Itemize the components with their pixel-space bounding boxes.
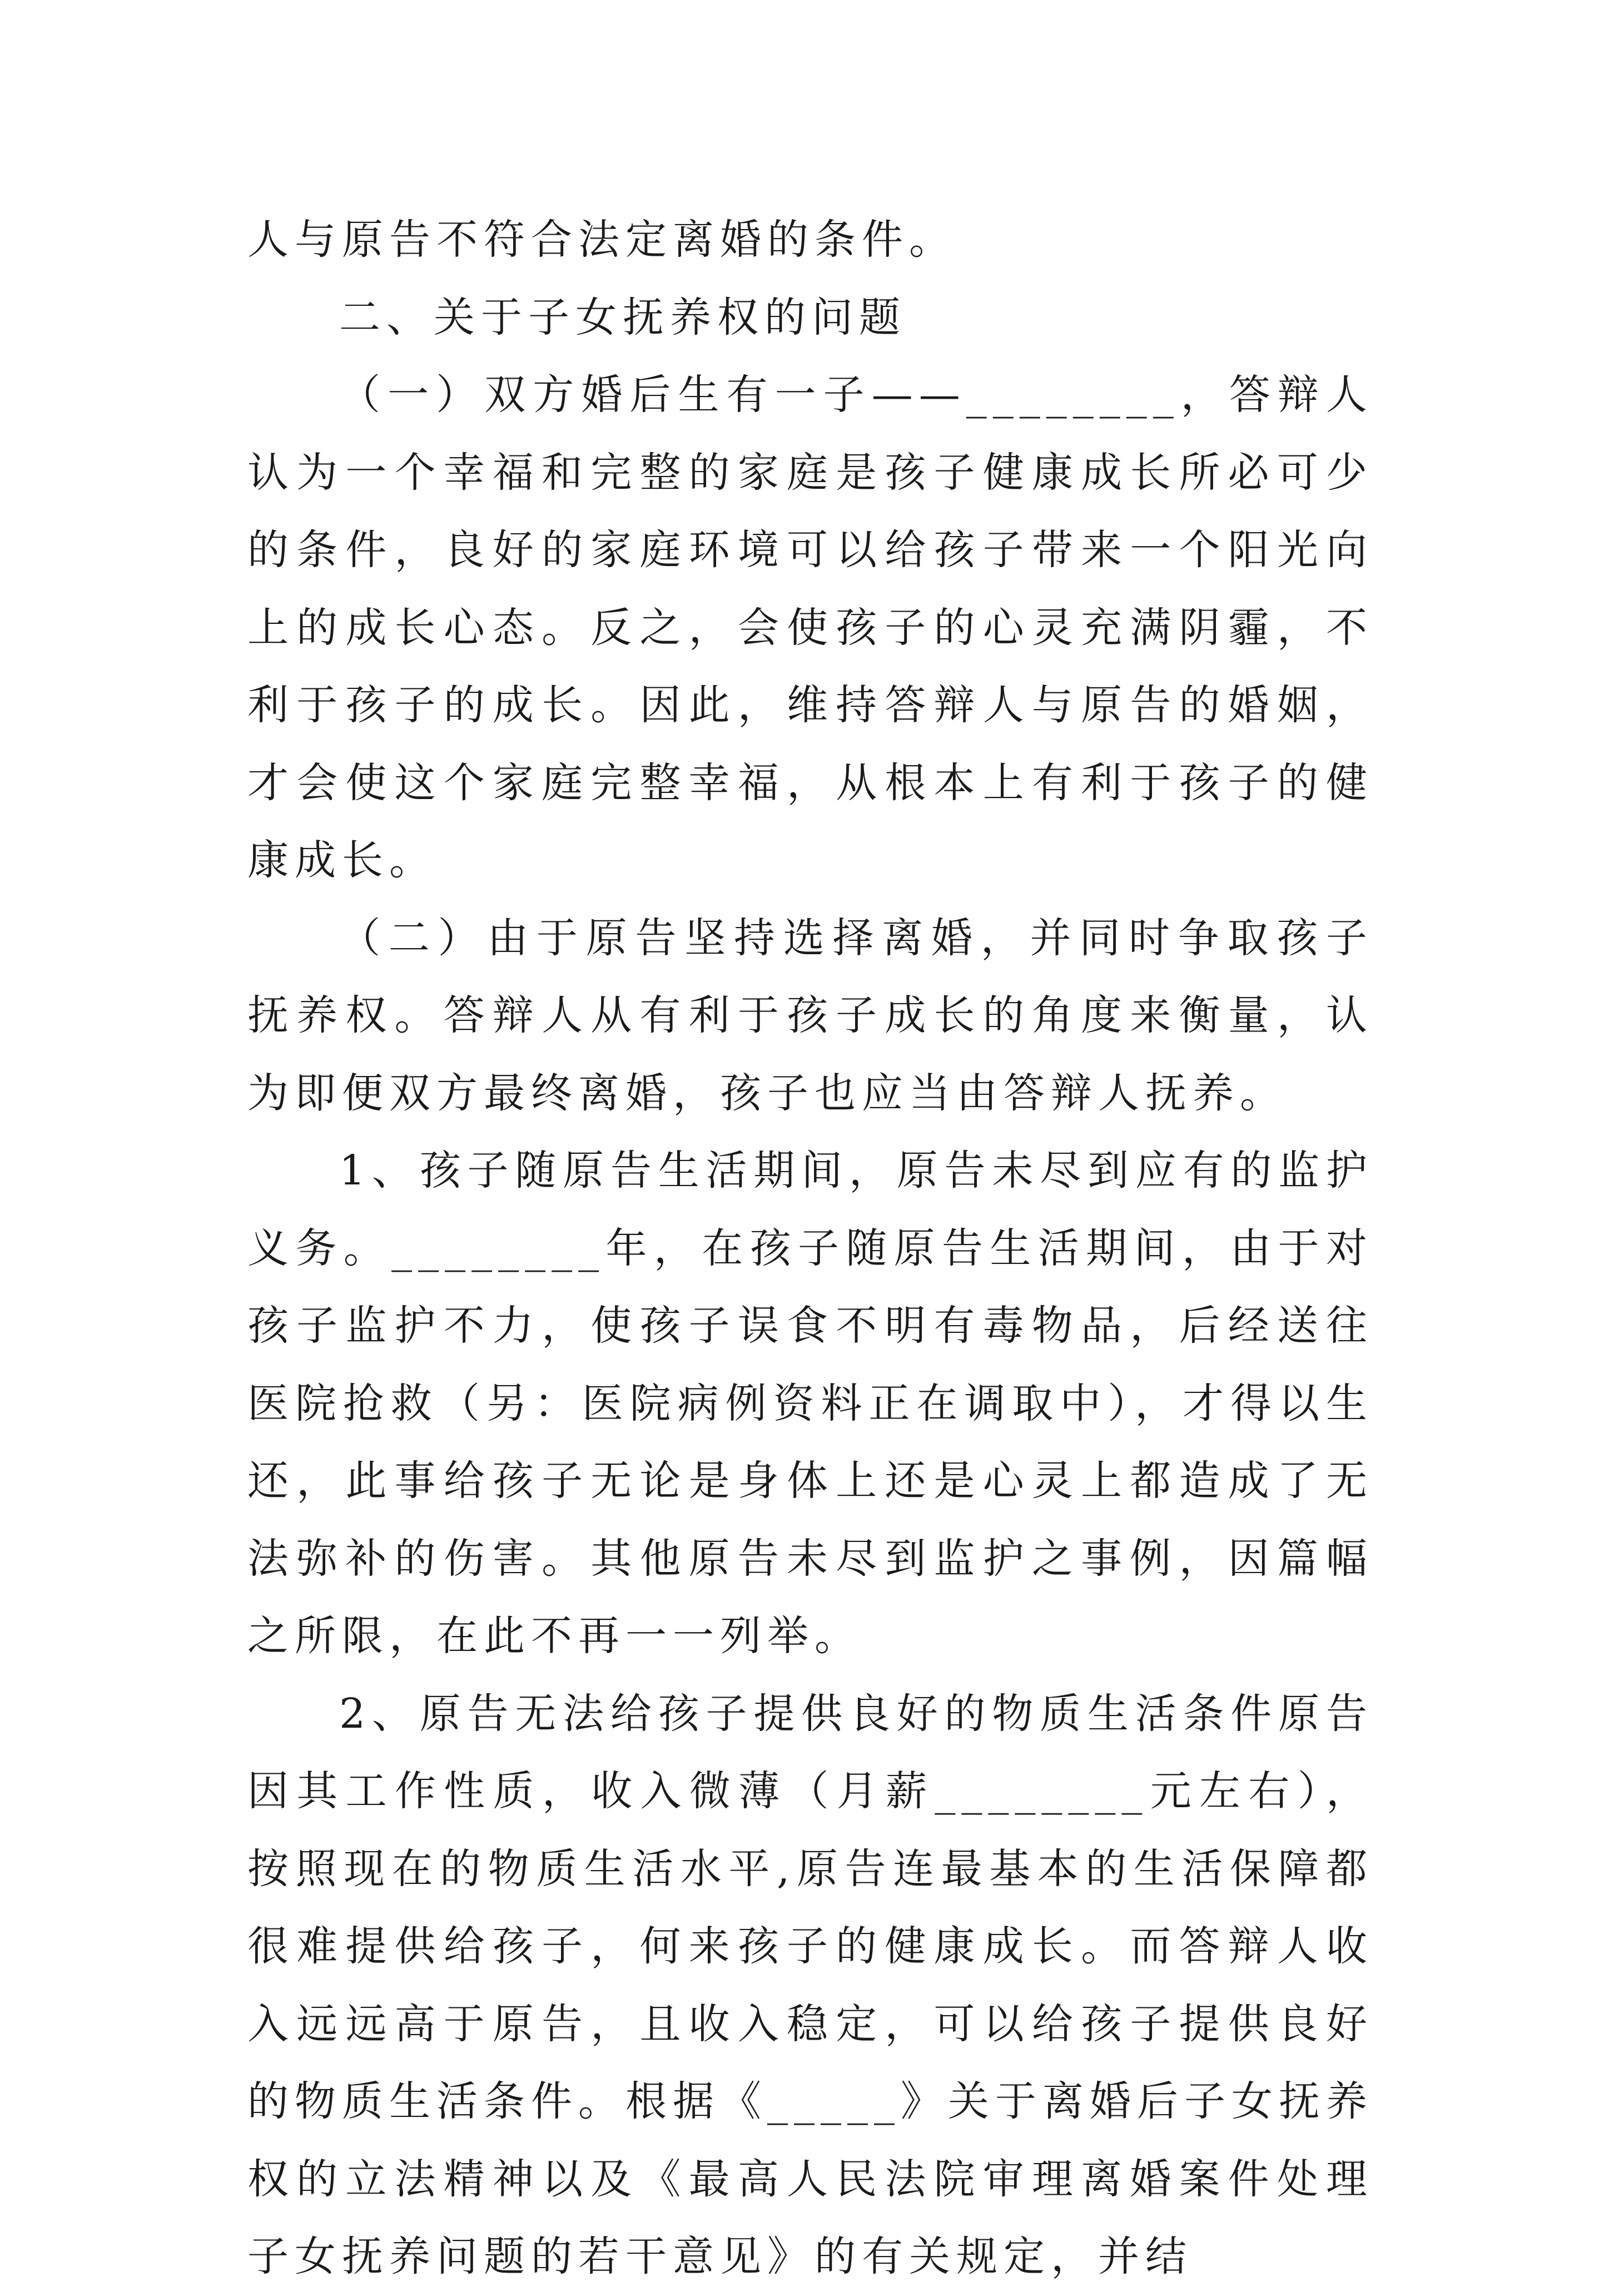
paragraph-point-two: （二）由于原告坚持选择离婚，并同时争取孩子抚养权。答辩人从有利于孩子成长的角度来衡量，认为即便双方最终离婚，孩子也应当由答辩人抚养。 (247, 914, 1373, 1117)
document-body (247, 201, 1373, 2296)
paragraph-1: 人与原告不符合法定离婚的条件。 (247, 216, 956, 264)
paragraph-item-1: 1、孩子随原告生活期间，原告未尽到应有的监护义务。________年，在孩子随原告生活期间，由于对孩子监护不力，使孩子误食不明有毒物品，后经送往医院抢救（另：医院病例资料正在调取中），才得以生还，此事给孩子无论是身体上还是心灵上都造成了无法弥补的伤害。其他原告未尽到监护之事例，因篇幅之所限，在此不再一一列举。 (247, 1147, 1373, 1660)
paragraph-item-2: 2、原告无法给孩子提供良好的物质生活条件原告因其工作性质，收入微薄（月薪________元左右），按照现在的物质生活水平,原告连最基本的生活保障都很难提供给孩子，何来孩子的健康成长。而答辩人收入远远高于原告，且收入稳定，可以给孩子提供良好的物质生活条件。根据《_____》关于离婚后子女抚养权的立法精神以及《最高人民法院审理离婚案件处理子女抚养问题的若干意见》的有关规定，并结 (247, 1689, 1373, 2280)
paragraph-point-one: （一）双方婚后生有一子——________，答辩人认为一个幸福和完整的家庭是孩子健康成长所必可少的条件，良好的家庭环境可以给孩子带来一个阳光向上的成长心态。反之，会使孩子的心灵充满阴霾，不利于孩子的成长。因此，维持答辩人与原告的婚姻，才会使这个家庭完整幸福，从根本上有利于孩子的健康成长。 (247, 371, 1373, 884)
section-heading-child-custody: 二、关于子女抚养权的问题 (339, 293, 906, 341)
